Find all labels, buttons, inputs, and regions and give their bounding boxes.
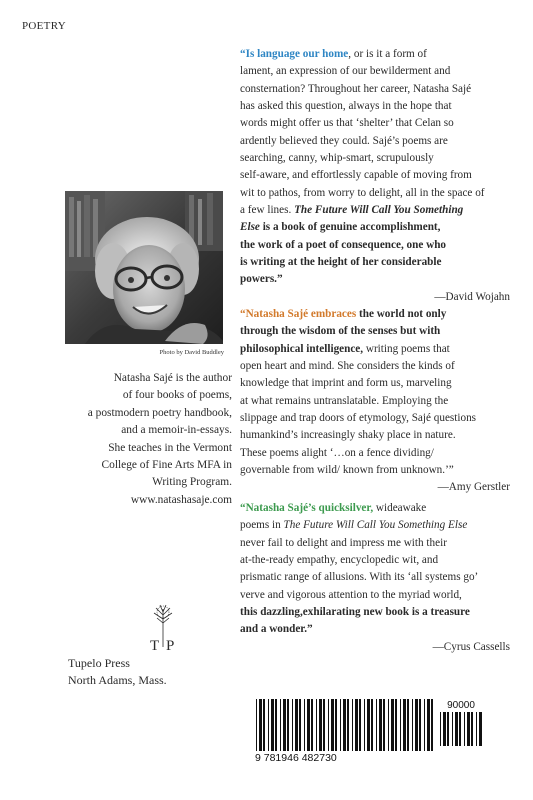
barcode-bar <box>295 699 298 751</box>
blurb-wojahn: “Is language our home, or is it a form of lament, an expression of our bewilderment and consternation? Throughout her career, Natasha Sajé has asked this question, always in the hope that words might offer us that ‘shelter’ that Celan so ardently believed they could. Sajé’s poems are searching, canny, whip-smart, scrupulously self-aware, and effortlessly capable of moving from wit to pathos, from worry to delight, all in the space of a few lines. The Future Will Call You Something Else is a book of genuine accomplishment, the work of a poet of consequence, one who is writing at the height of her considerable powers.” —David Wojahn <box>240 46 520 306</box>
barcode-bar <box>259 699 262 751</box>
barcode-bar <box>431 699 433 751</box>
barcode-bar <box>459 712 461 746</box>
barcode-bar <box>364 699 365 751</box>
blurb-cassells: “Natasha Sajé’s quicksilver, wideawake poems in The Future Will Call You Something Else never fail to delight and impress me with their at-the-ready empathy, encyclopedic wit, and prismatic range of allusions. With its ‘all systems go’ verve and vigorous attention to the myriad world, this dazzling,exhilarating new book is a treasure and a wonder.” —Cyrus Cassells <box>240 500 520 656</box>
bio-line: and a memoir-in-essays. <box>121 424 232 437</box>
barcode-bar <box>391 699 394 751</box>
tupelo-press-logo-icon <box>148 603 178 659</box>
barcode-bar <box>335 699 337 751</box>
publisher-info <box>68 655 167 690</box>
publisher-location: North Adams, Mass. <box>68 673 167 688</box>
bio-line: of four books of poems, <box>122 389 232 402</box>
barcode-bar <box>328 699 329 751</box>
barcode-bar <box>447 712 449 746</box>
barcode-bar <box>352 699 353 751</box>
barcode-bar <box>412 699 413 751</box>
barcode-bar <box>479 712 482 746</box>
author-bio <box>44 370 232 509</box>
barcode-bar <box>443 712 446 746</box>
barcode-bar <box>347 699 349 751</box>
barcode-bar <box>340 699 341 751</box>
barcode-bar <box>263 699 265 751</box>
barcode-bar <box>400 699 401 751</box>
author-photo <box>65 191 223 344</box>
barcode-bar <box>419 699 421 751</box>
barcode-bar <box>256 699 257 751</box>
barcode-bar <box>452 712 453 746</box>
book-title: Else <box>240 221 260 234</box>
svg-text:T: T <box>150 638 160 654</box>
blurb-attribution: —Cyrus Cassells <box>432 640 510 653</box>
isbn-digits: 9 781946 482730 <box>255 752 337 764</box>
barcode-bar <box>427 699 430 751</box>
barcode-bar <box>299 699 301 751</box>
barcode-bar <box>331 699 334 751</box>
bio-line: a postmodern poetry handbook, <box>87 406 232 419</box>
barcode-bar <box>283 699 286 751</box>
blurb-highlight: “Natasha Sajé embraces <box>240 308 357 320</box>
blurb-highlight: “Is language our home <box>240 48 349 60</box>
bio-line: She teaches in the Vermont <box>108 441 232 454</box>
barcode-bar <box>307 699 310 751</box>
barcode-bar <box>371 699 373 751</box>
barcode-bar <box>268 699 269 751</box>
barcode-bar <box>323 699 325 751</box>
barcode-bar <box>287 699 289 751</box>
barcode-bar <box>407 699 409 751</box>
blurb-gerstler: “Natasha Sajé embraces the world not only through the wisdom of the senses but with philosophical intelligence, writing poems that open heart and mind. She considers the kinds of knowledge that imprint and form us, marveling at what remains untranslatable. Employing the slippage and trap doors of etymology, Sajé questions humankind’s increasingly shaky place in nature. These poems alight ‘…on a fence dividing/ governable from wild/ known from unknown.’” —Amy Gerstler <box>240 306 520 497</box>
barcode-bar <box>467 712 470 746</box>
barcode-bar <box>383 699 385 751</box>
barcode-bar <box>271 699 274 751</box>
barcode-bar <box>464 712 465 746</box>
barcode-bar <box>379 699 382 751</box>
publisher-name: Tupelo Press <box>68 656 130 670</box>
blurb-highlight: “Natasha Sajé’s quicksilver, <box>240 502 374 514</box>
svg-text:P: P <box>166 638 175 654</box>
barcode-bar <box>355 699 358 751</box>
bio-line: Natasha Sajé is the author <box>113 372 232 384</box>
barcode-bar <box>292 699 293 751</box>
barcode-bar <box>424 699 425 751</box>
barcode-bar <box>280 699 281 751</box>
book-title: The Future Will Call You Something Else <box>283 519 468 532</box>
barcode-bar <box>343 699 346 751</box>
price-code-barcode <box>438 699 484 745</box>
category-label: POETRY <box>22 20 66 32</box>
barcode-bar <box>311 699 313 751</box>
barcode-bar <box>403 699 406 751</box>
barcode-bar <box>440 712 441 746</box>
barcode-bar <box>471 712 473 746</box>
blurb-attribution: —Amy Gerstler <box>437 481 510 494</box>
barcode-bar <box>395 699 397 751</box>
bio-line: Writing Program. <box>152 476 232 489</box>
barcode-bar <box>275 699 277 751</box>
bio-line: College of Fine Arts MFA in <box>101 459 232 472</box>
blurb-attribution: —David Wojahn <box>434 290 510 303</box>
photo-credit: Photo by David Buddley <box>159 349 224 356</box>
barcode-bars <box>254 699 439 751</box>
barcode-bar <box>415 699 418 751</box>
price-code: 90000 <box>447 700 475 711</box>
author-website: www.natashasaje.com <box>130 493 232 506</box>
barcode-bar <box>316 699 317 751</box>
price-bars <box>438 712 484 746</box>
book-title: The Future Will Call You Something <box>294 204 464 217</box>
barcode-bar <box>319 699 322 751</box>
barcode-bar <box>455 712 458 746</box>
barcode-bar <box>367 699 370 751</box>
barcode-bar <box>359 699 361 751</box>
barcode-bar <box>388 699 389 751</box>
barcode-bar <box>476 712 477 746</box>
barcode-bar <box>304 699 305 751</box>
barcode-bar <box>376 699 377 751</box>
